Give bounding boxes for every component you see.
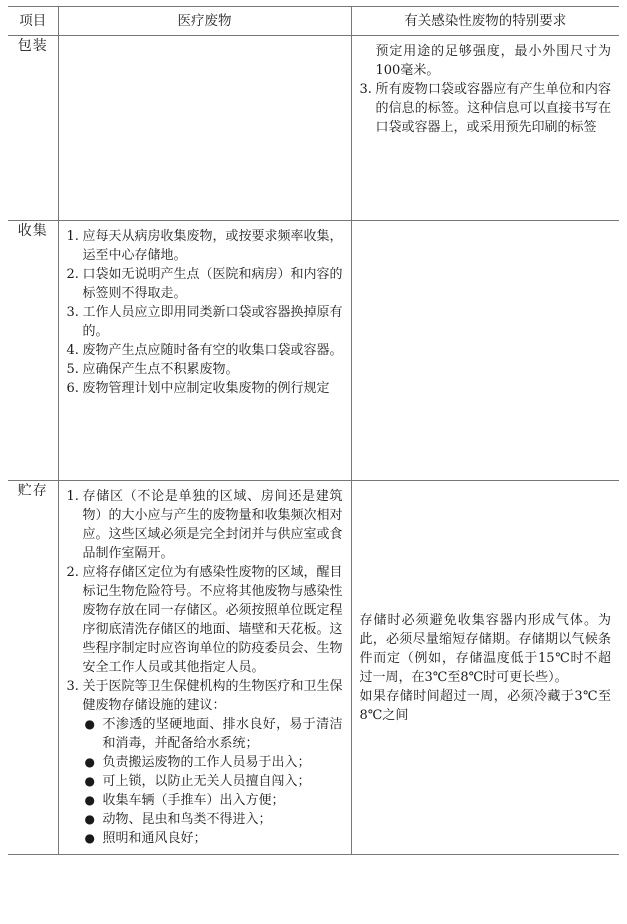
- item-number: 6.: [66, 381, 79, 396]
- category-cell: 收集: [8, 221, 58, 481]
- facility-bullet-list: [83, 715, 343, 848]
- item-number: 5.: [66, 362, 79, 377]
- list-item: [67, 487, 343, 563]
- bullet-text: 不渗透的坚硬地面、排水良好，易于清洁和消毒，并配备给水系统；: [102, 717, 343, 751]
- special-requirements-cell: [351, 221, 619, 481]
- waste-requirements-table: [8, 6, 619, 855]
- list-item: [67, 265, 343, 303]
- item-text: 废物产生点应随时备有空的收集口袋或容器。: [82, 343, 343, 358]
- item-text: 所有废物口袋或容器应有产生单位和内容的信息的标签。这种信息可以直接书写在口袋或容器上，或采用预先印刷的标签: [375, 82, 611, 135]
- storage-paragraph: 如果存储时间超过一周，必须冷藏于3℃至8℃之间: [359, 688, 611, 723]
- item-text: 口袋如无说明产生点（医院和病房）和内容的标签则不得取走。: [82, 267, 343, 301]
- list-item: [67, 303, 343, 341]
- list-item: [67, 341, 343, 360]
- bullet-item: [83, 810, 343, 829]
- storage-paragraph: 存储时必须避免收集容器内形成气体。为此，必须尽量缩短存储期。存储期以气候条件而定（例如，存储温度低于15℃时不超过一周，在3℃至8℃时可更长些）。: [359, 612, 611, 685]
- medical-waste-cell: [58, 481, 351, 855]
- bullet-text: 动物、昆虫和鸟类不得进入；: [102, 812, 272, 827]
- header-infectious-requirements: 有关感染性废物的特别要求: [351, 7, 619, 36]
- table-row-packaging: [8, 36, 619, 221]
- bullet-dot-icon: ●: [84, 831, 95, 845]
- category-cell: 贮存: [8, 481, 58, 855]
- item-number: 4.: [66, 343, 79, 358]
- bullet-item: [83, 753, 343, 772]
- header-medical-waste: 医疗废物: [58, 7, 351, 36]
- list-item: [67, 379, 343, 398]
- bullet-text: 负责搬运废物的工作人员易于出入；: [102, 755, 311, 770]
- bullet-item: [83, 791, 343, 810]
- bullet-dot-icon: ●: [84, 717, 95, 731]
- list-item: [67, 360, 343, 379]
- list-item: [360, 80, 612, 137]
- item-text: 应确保产生点不积累废物。: [82, 362, 239, 377]
- collection-list: [67, 227, 343, 398]
- bullet-dot-icon: ●: [84, 774, 95, 788]
- item-number: 3.: [359, 82, 372, 97]
- item-number: 2.: [66, 267, 79, 282]
- bullet-item: [83, 772, 343, 791]
- category-cell: 包装: [8, 36, 58, 221]
- table-header-row: [8, 7, 619, 36]
- table-row-storage: [8, 481, 619, 855]
- list-item: [67, 677, 343, 848]
- list-item: [67, 563, 343, 677]
- special-requirements-cell: [351, 481, 619, 855]
- table-row-collection: [8, 221, 619, 481]
- bullet-text: 收集车辆（手推车）出入方便；: [102, 793, 285, 808]
- bullet-text: 可上锁，以防止无关人员擅自闯入；: [102, 774, 311, 789]
- item-text: 应每天从病房收集废物，或按要求频率收集，运至中心存储地。: [82, 229, 343, 263]
- item-number: 3.: [66, 305, 79, 320]
- item-number: 2.: [66, 565, 79, 580]
- bullet-item: [83, 829, 343, 848]
- list-item: [67, 227, 343, 265]
- special-list: [360, 80, 612, 137]
- header-item: 项目: [8, 7, 58, 36]
- item-text: 应将存储区定位为有感染性废物的区域，醒目标记生物危险符号。不应将其他废物与感染性废物存放在同一存储区。必须按照单位既定程序彻底清洗存储区的地面、墙壁和天花板。这些程序制定时应咨询单位的防疫委员会、生物安全工作人员或其他指定人员。: [82, 565, 343, 675]
- storage-list: [67, 487, 343, 848]
- bullet-item: [83, 715, 343, 753]
- item-number: 3.: [66, 679, 79, 694]
- bullet-dot-icon: ●: [84, 755, 95, 769]
- item-text: 工作人员应立即用同类新口袋或容器换掉原有的。: [82, 305, 343, 339]
- bullet-dot-icon: ●: [84, 812, 95, 826]
- bullet-text: 照明和通风良好；: [102, 831, 207, 846]
- item-number: 1.: [66, 229, 79, 244]
- medical-waste-cell: [58, 36, 351, 221]
- special-requirements-cell: [351, 36, 619, 221]
- bullet-dot-icon: ●: [84, 793, 95, 807]
- item-text: 存储区（不论是单独的区域、房间还是建筑物）的大小应与产生的废物量和收集频次相对应。这些区域必须是完全封闭并与供应室或食品制作室隔开。: [82, 489, 343, 561]
- item-text: 废物管理计划中应制定收集废物的例行规定: [82, 381, 330, 396]
- item-number: 1.: [66, 489, 79, 504]
- medical-waste-cell: [58, 221, 351, 481]
- item-text: 关于医院等卫生保健机构的生物医疗和卫生保健废物存储设施的建议：: [82, 679, 343, 713]
- continued-text: 预定用途的足够强度，最小外围尺寸为100毫米。: [375, 44, 611, 78]
